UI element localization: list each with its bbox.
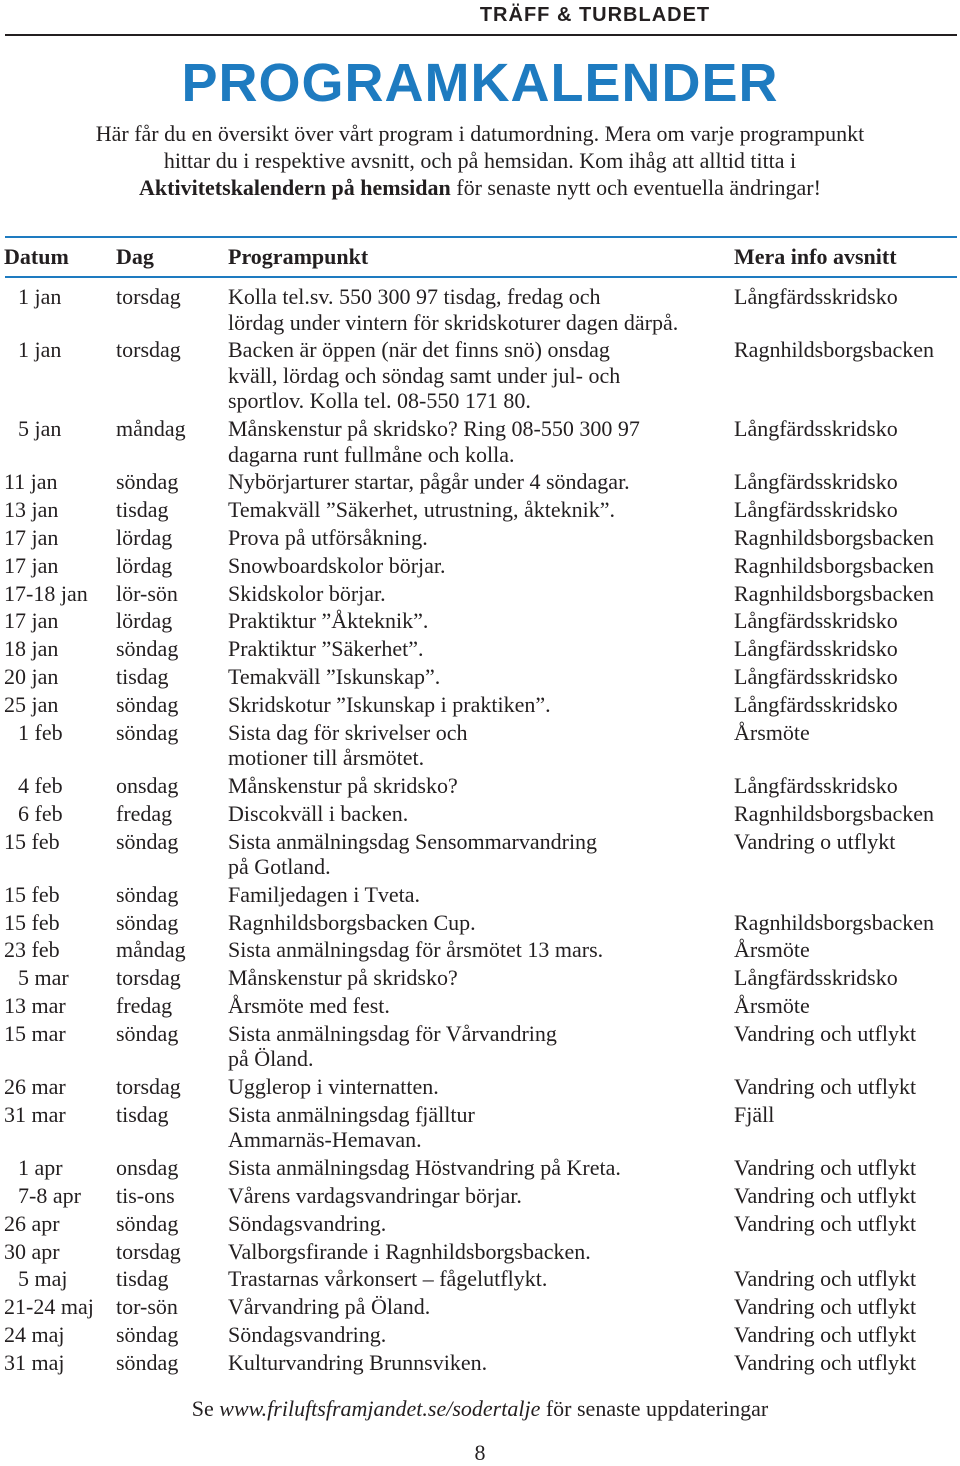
row-info-section: Vandring och utflykt	[734, 1020, 917, 1046]
row-program-item	[228, 1294, 728, 1320]
row-day: söndag	[116, 691, 179, 717]
program-item-line: Snowboardskolor börjar.	[228, 552, 446, 578]
row-day: söndag	[116, 1210, 179, 1236]
table-row	[0, 497, 960, 523]
row-program-item	[228, 284, 728, 335]
program-item-line: Månskenstur på skridsko?	[228, 772, 458, 798]
table-row	[0, 553, 960, 579]
row-date: 5 maj	[18, 1266, 68, 1292]
row-date: 18 jan	[4, 636, 59, 662]
table-row	[0, 1155, 960, 1181]
intro-line-1: Här får du en översikt över vårt program i datumordning. Mera om varje programpunkt	[95, 121, 865, 146]
row-day: torsdag	[116, 1238, 181, 1264]
row-date: 15 feb	[4, 828, 60, 854]
program-item-line: Sista anmälningsdag för Vårvandring	[228, 1020, 557, 1046]
footer-post: för senaste uppdateringar	[540, 1396, 769, 1421]
row-day: lördag	[116, 608, 173, 634]
row-program-item	[228, 773, 728, 799]
row-info-section: Vandring o utflykt	[734, 828, 896, 854]
program-item-line: Sista anmälningsdag fjälltur	[228, 1101, 475, 1127]
row-date: 23 feb	[4, 937, 60, 963]
row-program-item	[228, 1350, 728, 1376]
row-day: tisdag	[116, 1101, 169, 1127]
program-item-line: Skidskolor börjar.	[228, 580, 386, 606]
program-item-line: Vårens vardagsvandringar börjar.	[228, 1183, 522, 1208]
row-day: tis-ons	[116, 1183, 175, 1208]
row-program-item	[228, 553, 728, 579]
row-date: 17-18 jan	[4, 580, 88, 606]
program-item-line: Sista anmälningsdag Höstvandring på Kreta.	[228, 1155, 621, 1181]
row-program-item	[228, 416, 728, 467]
row-day: onsdag	[116, 1155, 179, 1181]
row-info-section: Ragnhildsborgsbacken	[734, 909, 935, 935]
table-row	[0, 337, 960, 414]
row-info-section: Årsmöte	[734, 937, 810, 963]
row-program-item	[228, 664, 728, 690]
row-date: 31 mar	[4, 1101, 66, 1127]
row-program-item	[228, 910, 728, 936]
row-program-item	[228, 497, 728, 523]
table-row	[0, 829, 960, 880]
table-row	[0, 1294, 960, 1320]
row-date: 1 apr	[18, 1155, 63, 1181]
row-program-item	[228, 1322, 728, 1348]
program-item-line: Backen är öppen (när det finns snö) onsdag	[228, 337, 610, 363]
row-program-item	[228, 1239, 728, 1265]
program-item-line: Temakväll ”Iskunskap”.	[228, 664, 441, 689]
row-day: onsdag	[116, 772, 179, 798]
program-item-line: Ragnhildsborgsbacken Cup.	[228, 909, 476, 935]
row-info-section: Vandring och utflykt	[734, 1210, 917, 1236]
program-item-line: Temakväll ”Säkerhet, utrustning, åkteknik”.	[228, 497, 616, 523]
row-program-item	[228, 1183, 728, 1209]
table-row	[0, 1021, 960, 1072]
row-info-section: Ragnhildsborgsbacken	[734, 525, 935, 550]
row-info-section: Fjäll	[734, 1101, 775, 1127]
row-info-section: Ragnhildsborgsbacken	[734, 552, 935, 578]
table-row	[0, 910, 960, 936]
row-info-section: Årsmöte	[734, 719, 810, 745]
col-date-header: Datum	[4, 244, 69, 269]
intro-line-3	[0, 174, 960, 201]
row-program-item	[228, 1211, 728, 1237]
program-item-line: Ammarnäs-Hemavan.	[228, 1127, 422, 1153]
program-item-line: Sista dag för skrivelser och	[228, 719, 468, 745]
row-day: torsdag	[116, 965, 181, 991]
row-date: 26 apr	[4, 1210, 60, 1236]
row-date: 11 jan	[4, 469, 58, 495]
row-date: 17 jan	[4, 525, 59, 550]
row-date: 6 feb	[18, 800, 63, 826]
table-header	[0, 244, 960, 274]
row-day: torsdag	[116, 1074, 181, 1100]
row-day: tisdag	[116, 497, 169, 523]
row-info-section: Långfärdsskridsko	[734, 469, 898, 495]
col-info-header: Mera info avsnitt	[734, 244, 897, 269]
program-item-line: Sista anmälningsdag för årsmötet 13 mars.	[228, 937, 604, 963]
program-item-line: Månskenstur på skridsko? Ring 08-550 300 97	[228, 416, 640, 442]
row-day: tisdag	[116, 1266, 169, 1292]
row-program-item	[228, 965, 728, 991]
table-row	[0, 1183, 960, 1209]
row-program-item	[228, 1266, 728, 1292]
table-row	[0, 636, 960, 662]
program-item-line: Kulturvandring Brunnsviken.	[228, 1349, 488, 1375]
table-row	[0, 1239, 960, 1265]
program-item-line: dagarna runt fullmåne och kolla.	[228, 441, 515, 467]
row-program-item	[228, 1102, 728, 1153]
table-row	[0, 965, 960, 991]
row-info-section: Långfärdsskridsko	[734, 497, 898, 523]
row-info-section: Långfärdsskridsko	[734, 636, 898, 662]
table-top-rule	[5, 236, 957, 238]
row-info-section: Vandring och utflykt	[734, 1322, 917, 1347]
program-item-line: Discokväll i backen.	[228, 800, 409, 826]
program-item-line: på Gotland.	[228, 854, 331, 879]
row-date: 26 mar	[4, 1074, 66, 1100]
row-date: 15 mar	[4, 1020, 66, 1046]
row-date: 31 maj	[4, 1349, 65, 1375]
row-day: tor-sön	[116, 1294, 178, 1320]
intro-line-2: hittar du i respektive avsnitt, och på hemsidan. Kom ihåg att alltid titta i	[163, 148, 797, 173]
program-item-line: Skridskotur ”Iskunskap i praktiken”.	[228, 691, 551, 717]
row-date: 24 maj	[4, 1322, 65, 1347]
intro-highlight: Aktivitetskalendern på hemsidan	[139, 175, 451, 200]
program-item-line: Praktiktur ”Åkteknik”.	[228, 608, 429, 634]
row-info-section: Årsmöte	[734, 993, 810, 1018]
row-day: söndag	[116, 828, 179, 854]
row-program-item	[228, 882, 728, 908]
row-date: 7-8 apr	[18, 1183, 81, 1208]
table-header-rule	[5, 276, 957, 278]
program-item-line: Månskenstur på skridsko?	[228, 965, 458, 991]
table-row	[0, 882, 960, 908]
row-program-item	[228, 525, 728, 551]
row-date: 4 feb	[18, 772, 63, 798]
program-item-line: Trastarnas vårkonsert – fågelutflykt.	[228, 1266, 548, 1292]
table-row	[0, 993, 960, 1019]
program-item-line: Nybörjarturer startar, pågår under 4 söndagar.	[228, 469, 630, 495]
table-row	[0, 1211, 960, 1237]
row-info-section: Långfärdsskridsko	[734, 772, 898, 798]
row-info-section: Vandring och utflykt	[734, 1155, 917, 1181]
footer-pre: Se	[191, 1396, 220, 1421]
row-day: söndag	[116, 719, 179, 745]
program-item-line: motioner till årsmötet.	[228, 745, 425, 771]
row-date: 5 jan	[18, 416, 62, 442]
intro-line-3-rest: för senaste nytt och eventuella ändringar!	[450, 175, 821, 200]
row-day: söndag	[116, 1349, 179, 1375]
program-item-line: Valborgsfirande i Ragnhildsborgsbacken.	[228, 1238, 591, 1264]
row-info-section: Långfärdsskridsko	[734, 416, 898, 442]
table-row	[0, 608, 960, 634]
program-item-line: Sista anmälningsdag Sensommarvandring	[228, 828, 598, 854]
row-info-section: Vandring och utflykt	[734, 1183, 917, 1208]
program-item-line: Söndagsvandring.	[228, 1322, 387, 1347]
row-date: 1 jan	[18, 284, 62, 309]
row-day: lördag	[116, 552, 173, 578]
table-row	[0, 469, 960, 495]
row-info-section: Långfärdsskridsko	[734, 965, 898, 991]
row-info-section: Ragnhildsborgsbacken	[734, 337, 935, 363]
row-day: lördag	[116, 525, 173, 550]
website-link[interactable]: www.friluftsframjandet.se/sodertalje	[219, 1396, 541, 1421]
row-date: 1 jan	[18, 337, 62, 363]
row-info-section: Vandring och utflykt	[734, 1294, 917, 1320]
row-program-item	[228, 581, 728, 607]
row-date: 13 mar	[4, 993, 66, 1018]
footer-note	[0, 1396, 960, 1422]
row-date: 20 jan	[4, 664, 59, 689]
table-row	[0, 937, 960, 963]
table-row	[0, 525, 960, 551]
table-row	[0, 581, 960, 607]
row-info-section: Långfärdsskridsko	[734, 691, 898, 717]
row-date: 17 jan	[4, 552, 59, 578]
table-row	[0, 416, 960, 467]
table-row	[0, 284, 960, 335]
row-day: söndag	[116, 881, 179, 907]
row-program-item	[228, 993, 728, 1019]
row-day: söndag	[116, 636, 179, 662]
row-day: måndag	[116, 937, 186, 963]
table-row	[0, 1266, 960, 1292]
row-program-item	[228, 337, 728, 414]
table-row	[0, 1102, 960, 1153]
row-program-item	[228, 608, 728, 634]
table-row	[0, 801, 960, 827]
row-program-item	[228, 720, 728, 771]
program-item-line: Praktiktur ”Säkerhet”.	[228, 636, 424, 662]
table-row	[0, 1350, 960, 1376]
table-row	[0, 692, 960, 718]
row-info-section: Ragnhildsborgsbacken	[734, 580, 935, 606]
row-info-section: Långfärdsskridsko	[734, 664, 898, 689]
row-info-section: Vandring och utflykt	[734, 1349, 917, 1375]
row-date: 15 feb	[4, 909, 60, 935]
program-item-line: kväll, lördag och söndag samt under jul- och	[228, 362, 621, 388]
row-info-section: Långfärdsskridsko	[734, 284, 898, 309]
row-date: 15 feb	[4, 881, 60, 907]
table-row	[0, 720, 960, 771]
row-program-item	[228, 1074, 728, 1100]
row-day: torsdag	[116, 337, 181, 363]
row-date: 17 jan	[4, 608, 59, 634]
row-day: söndag	[116, 469, 179, 495]
program-item-line: lördag under vintern för skridskoturer dagen därpå.	[228, 309, 679, 335]
program-item-line: Årsmöte med fest.	[228, 993, 390, 1018]
table-row	[0, 664, 960, 690]
row-program-item	[228, 469, 728, 495]
col-item-header: Programpunkt	[228, 244, 369, 269]
row-program-item	[228, 636, 728, 662]
row-program-item	[228, 692, 728, 718]
program-item-line: Söndagsvandring.	[228, 1210, 387, 1236]
row-date: 30 apr	[4, 1238, 60, 1264]
row-date: 21-24 maj	[4, 1294, 94, 1320]
row-date: 5 mar	[18, 965, 69, 991]
row-day: fredag	[116, 993, 173, 1018]
program-item-line: Ugglerop i vinternatten.	[228, 1074, 439, 1100]
row-program-item	[228, 829, 728, 880]
row-day: fredag	[116, 800, 173, 826]
row-info-section: Ragnhildsborgsbacken	[734, 800, 935, 826]
table-row	[0, 773, 960, 799]
row-day: söndag	[116, 1020, 179, 1046]
page-title: PROGRAMKALENDER	[181, 53, 779, 113]
program-item-line: Familjedagen i Tveta.	[228, 881, 421, 907]
row-info-section: Vandring och utflykt	[734, 1266, 917, 1292]
row-date: 25 jan	[4, 691, 59, 717]
program-item-line: Prova på utförsåkning.	[228, 525, 428, 550]
row-day: tisdag	[116, 664, 169, 689]
row-day: söndag	[116, 909, 179, 935]
row-day: måndag	[116, 416, 186, 442]
page-number: 8	[474, 1440, 486, 1465]
program-item-line: Kolla tel.sv. 550 300 97 tisdag, fredag och	[228, 284, 601, 309]
row-program-item	[228, 1021, 728, 1072]
table-row	[0, 1322, 960, 1348]
row-day: torsdag	[116, 284, 181, 309]
header-rule	[5, 34, 957, 36]
row-day: lör-sön	[116, 580, 178, 606]
publication-name: TRÄFF & TURBLADET	[479, 4, 711, 26]
table-row	[0, 1074, 960, 1100]
row-program-item	[228, 801, 728, 827]
program-item-line: Vårvandring på Öland.	[228, 1294, 431, 1320]
row-program-item	[228, 937, 728, 963]
row-date: 1 feb	[18, 719, 63, 745]
row-date: 13 jan	[4, 497, 59, 523]
row-info-section: Långfärdsskridsko	[734, 608, 898, 634]
row-program-item	[228, 1155, 728, 1181]
col-day-header: Dag	[116, 244, 154, 269]
row-day: söndag	[116, 1322, 179, 1347]
program-item-line: sportlov. Kolla tel. 08-550 171 80.	[228, 388, 531, 414]
intro-text	[0, 120, 960, 201]
program-item-line: på Öland.	[228, 1046, 314, 1072]
row-info-section: Vandring och utflykt	[734, 1074, 917, 1100]
